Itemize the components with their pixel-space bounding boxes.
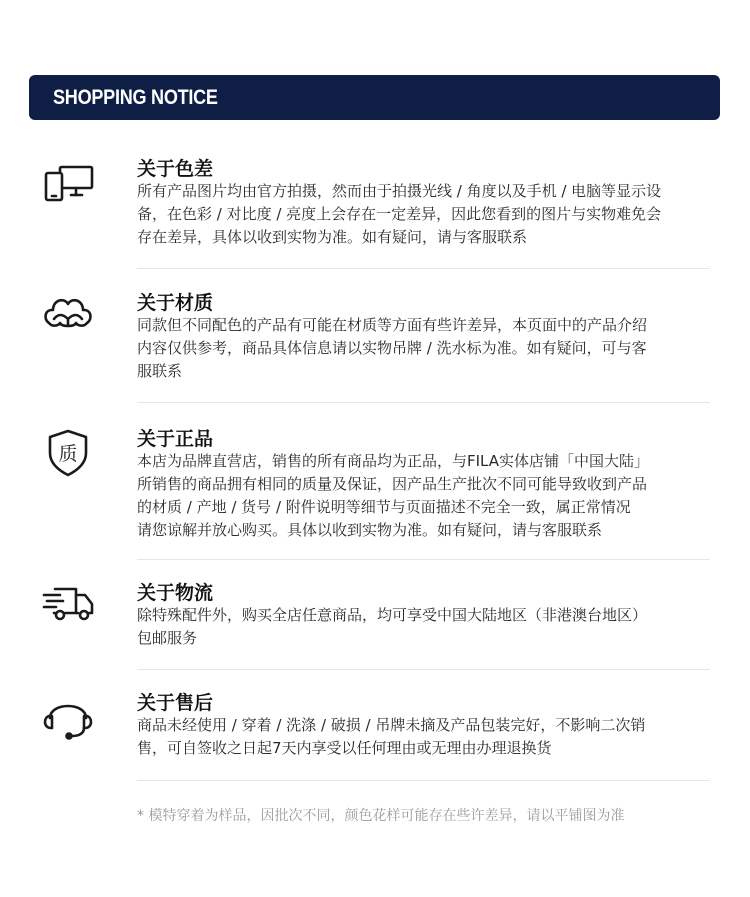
body-line: 请您谅解并放心购买。具体以收到实物为准。如有疑问，请与客服联系 xyxy=(137,521,603,539)
body-line: 除特殊配件外，购买全店任意商品，均可享受中国大陆地区（非港澳台地区） xyxy=(137,606,648,624)
section-title: 关于物流 xyxy=(137,582,214,604)
svg-text:质: 质 xyxy=(58,443,78,465)
section-title: 关于正品 xyxy=(137,428,214,450)
cotton-icon xyxy=(40,289,96,345)
section-title: 关于售后 xyxy=(137,692,214,714)
body-line: 所销售的商品拥有相同的质量及保证，因产品生产批次不同可能导致收到产品 xyxy=(137,475,648,493)
section-title: 关于色差 xyxy=(137,158,214,180)
section-body xyxy=(137,450,712,542)
body-line: 存在差异，具体以收到实物为准。如有疑问，请与客服联系 xyxy=(137,228,528,246)
body-line: 包邮服务 xyxy=(137,629,198,647)
delivery-truck-icon xyxy=(40,575,96,631)
divider xyxy=(137,669,710,670)
quality-shield-icon xyxy=(40,425,96,481)
divider xyxy=(137,402,710,403)
body-line: 本店为品牌直营店，销售的所有商品均为正品，与FILA实体店铺「中国大陆」 xyxy=(137,452,650,470)
divider xyxy=(137,780,710,781)
body-line: 所有产品图片均由官方拍摄，然而由于拍摄光线 / 角度以及手机 / 电脑等显示设 xyxy=(137,182,662,200)
banner-title: SHOPPING NOTICE xyxy=(53,86,218,109)
divider xyxy=(137,559,710,560)
section-title: 关于材质 xyxy=(137,292,214,314)
section-body xyxy=(137,714,712,760)
body-line: 内容仅供参考，商品具体信息请以实物吊牌 / 洗水标为准。如有疑问，可与客 xyxy=(137,339,647,357)
section-body xyxy=(137,604,712,650)
shopping-notice-banner xyxy=(29,75,720,120)
body-line: 服联系 xyxy=(137,362,183,380)
section-body xyxy=(137,314,712,383)
body-line: 备，在色彩 / 对比度 / 亮度上会存在一定差异，因此您看到的图片与实物难免会 xyxy=(137,205,662,223)
body-line: 售，可自签收之日起7天内享受以任何理由或无理由办理退换货 xyxy=(137,739,552,757)
body-line: 的材质 / 产地 / 货号 / 附件说明等细节与页面描述不完全一致，属正常情况 xyxy=(137,498,631,516)
divider xyxy=(137,268,710,269)
body-line: 商品未经使用 / 穿着 / 洗涤 / 破损 / 吊牌未摘及产品包装完好，不影响二次销 xyxy=(137,716,646,734)
body-line: 同款但不同配色的产品有可能在材质等方面有些许差异，本页面中的产品介绍 xyxy=(137,316,648,334)
section-body xyxy=(137,180,712,249)
footnote: * 模特穿着为样品，因批次不同，颜色花样可能存在些许差异，请以平铺图为准 xyxy=(137,808,625,824)
headset-icon xyxy=(40,688,96,744)
devices-icon xyxy=(40,159,96,215)
